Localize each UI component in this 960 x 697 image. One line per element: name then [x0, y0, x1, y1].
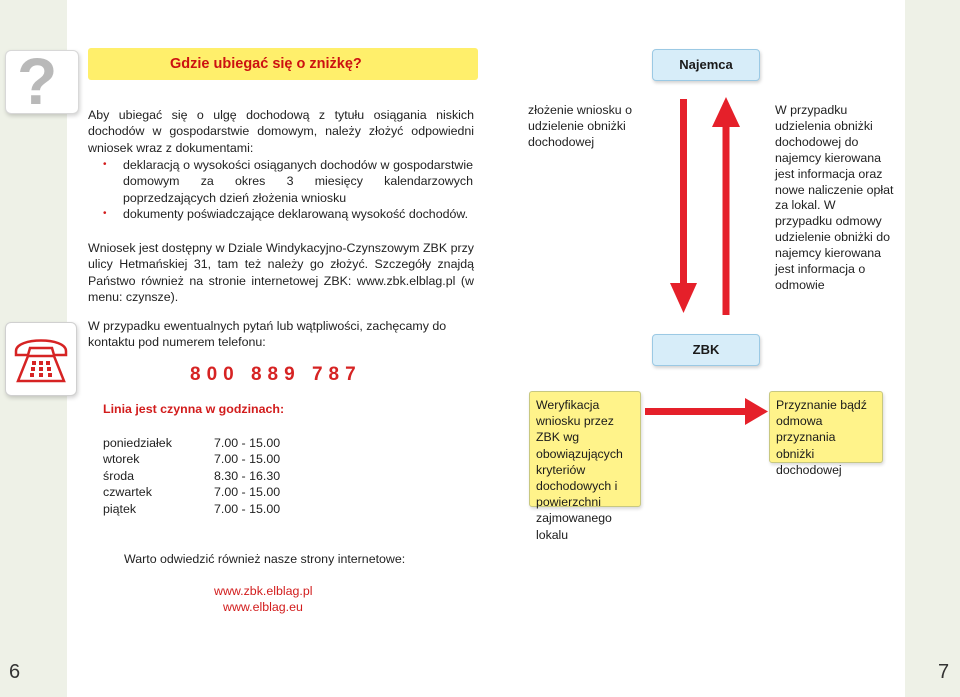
right-margin	[905, 0, 960, 697]
arrow-right-icon	[645, 398, 768, 425]
document-list	[103, 157, 473, 223]
hours-table	[103, 435, 303, 517]
link-zbk[interactable]: www.zbk.elblag.pl	[214, 584, 313, 598]
hours-row: piątek 7.00 - 15.00	[103, 501, 281, 516]
bullet-icon: •	[103, 159, 107, 170]
page-number-left: 6	[9, 661, 21, 683]
phone-number[interactable]: 800 889 787	[190, 364, 362, 385]
zbk-box: ZBK	[652, 334, 760, 366]
question-mark-icon: ?	[17, 44, 58, 118]
hours-row: wtorek 7.00 - 15.00	[103, 452, 281, 467]
intro-paragraph: Aby ubiegać się o ulgę dochodową z tytułu osiągania niskich dochodów w gospodarstwie domowym, należy złożyć odpowiedni wniosek wraz z dokumentami:	[88, 108, 474, 155]
arrow-up-icon	[712, 97, 740, 315]
contact-paragraph: W przypadku ewentualnych pytań lub wątpliwości, zachęcamy do kontaktu pod numerem telefonu:	[88, 319, 447, 350]
hours-row: czwartek 7.00 - 15.00	[103, 485, 281, 500]
decision-box: Przyznanie bądź odmowa przyznania obniżki dochodowej	[769, 391, 883, 463]
najemca-box: Najemca	[652, 49, 760, 81]
bullet-icon: •	[103, 208, 107, 220]
verification-box: Weryfikacja wniosku przez ZBK wg obowiązujących kryteriów dochodowych i powierzchni zajmowanego lokalu	[529, 391, 641, 507]
list-item: • deklaracją o wysokości osiąganych dochodów w gospodarstwie domowym za okres 3 miesięcy kalendarzowych poprzedzających dzień złożenia wniosku	[103, 158, 473, 205]
list-item: • dokumenty poświadczające deklarowaną wysokość dochodów.	[103, 207, 469, 222]
availability-paragraph: Wniosek jest dostępny w Dziale Windykacyjno-Czynszowym ZBK przy ulicy Hetmańskiej 31, tam też należy go złożyć. Szczegóły znajdą Państwo również na stronie internetowej ZBK: www.zbk.elblag.pl (w menu: czynsze).	[88, 241, 474, 305]
flow-arrow-horizontal	[641, 397, 771, 427]
arrow-down-icon	[670, 99, 697, 313]
page-title: Gdzie ubiegać się o zniżkę?	[170, 56, 362, 72]
hours-row: środa 8.30 - 16.30	[103, 468, 281, 483]
step-submit-text: złożenie wniosku o udzielenie obniżki dochodowej	[528, 103, 633, 149]
footer-text: Warto odwiedzić również nasze strony internetowe:	[124, 552, 406, 566]
outcome-text: W przypadku udzielenia obniżki dochodowej do najemcy kierowana jest informacja oraz nowe naliczenie opłat za lokal. W przypadku odmowy udzielenie obniżki do najemcy kierowana jest informacja o odmowie	[775, 103, 894, 292]
link-elblag[interactable]: www.elblag.eu	[223, 600, 303, 614]
hours-row: poniedziałek 7.00 - 15.00	[103, 436, 281, 450]
flow-arrows	[660, 95, 770, 325]
telephone-icon	[6, 323, 76, 395]
hours-title: Linia jest czynna w godzinach:	[103, 402, 285, 416]
phone-badge	[5, 322, 77, 396]
page-number-right: 7	[938, 661, 950, 683]
